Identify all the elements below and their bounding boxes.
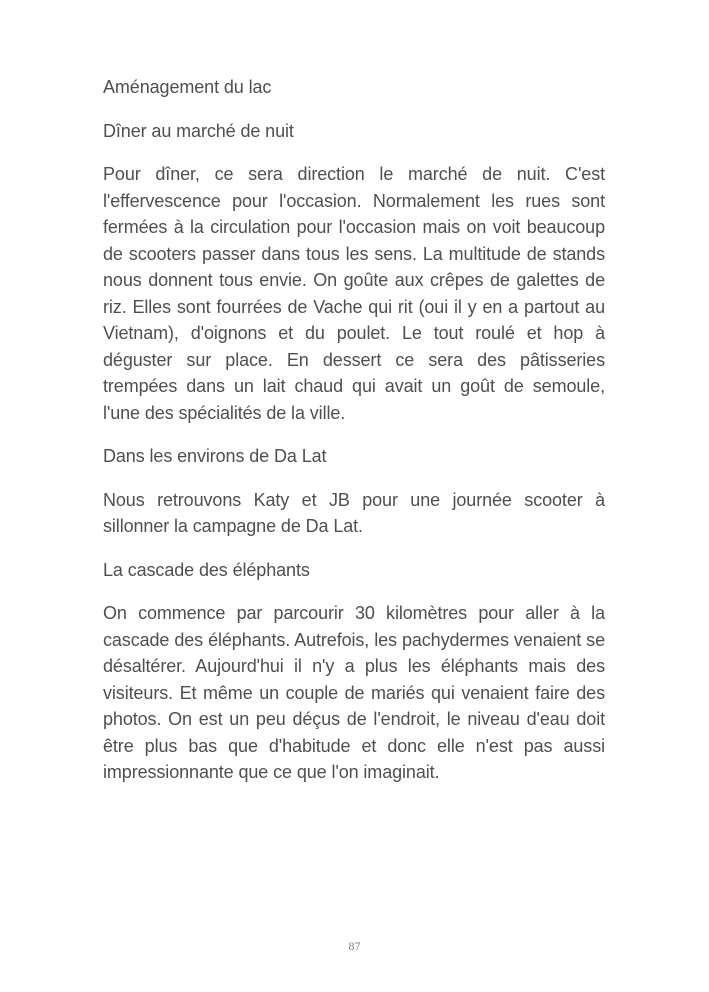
section-heading-amenagement-du-lac: Aménagement du lac [103,77,272,97]
section-heading-diner-au-marche-de-nuit: Dîner au marché de nuit [103,120,294,141]
body-paragraph-marche-de-nuit: Pour dîner, ce sera direction le marché de nuit. C'est l'effervescence pour l'occasion. Normalement les rues sont fermées à la circulation pour l'occasion mais on voit beaucoup de scooters passer dans tous les sens. La multitude de stands nous donnent tous envie. On goûte aux crêpes de galettes de riz. Elles sont fourrées de Vache qui rit (oui il y en a partout au Vietnam), d'oignons et du poulet. Le tout roulé et hop à déguster sur place. En dessert ce sera des pâtisseries trempées dans un lait chaud qui avait un goût de semoule, l'une des spécialités de la ville. [103,164,605,423]
document-page [103,74,605,803]
section-heading-environs-de-da-lat: Dans les environs de Da Lat [103,446,327,466]
section-heading-cascade-des-elephants: La cascade des éléphants [103,559,310,580]
page-footer [0,939,709,954]
page-number: 87 [348,939,361,953]
body-paragraph-cascade: On commence par parcourir 30 kilomètres pour aller à la cascade des éléphants. Autrefois, les pachydermes venaient se désaltérer. Aujourd'hui il n'y a plus les éléphants mais des visiteurs. Et même un couple de mariés qui venaient faire des photos. On est un peu déçus de l'endroit, le niveau d'eau doit être plus bas que d'habitude et donc elle n'est pas aussi impressionnante que ce que l'on imaginait. [103,603,605,782]
body-paragraph-katy-et-jb: Nous retrouvons Katy et JB pour une journée scooter à sillonner la campagne de Da Lat. [103,489,605,536]
